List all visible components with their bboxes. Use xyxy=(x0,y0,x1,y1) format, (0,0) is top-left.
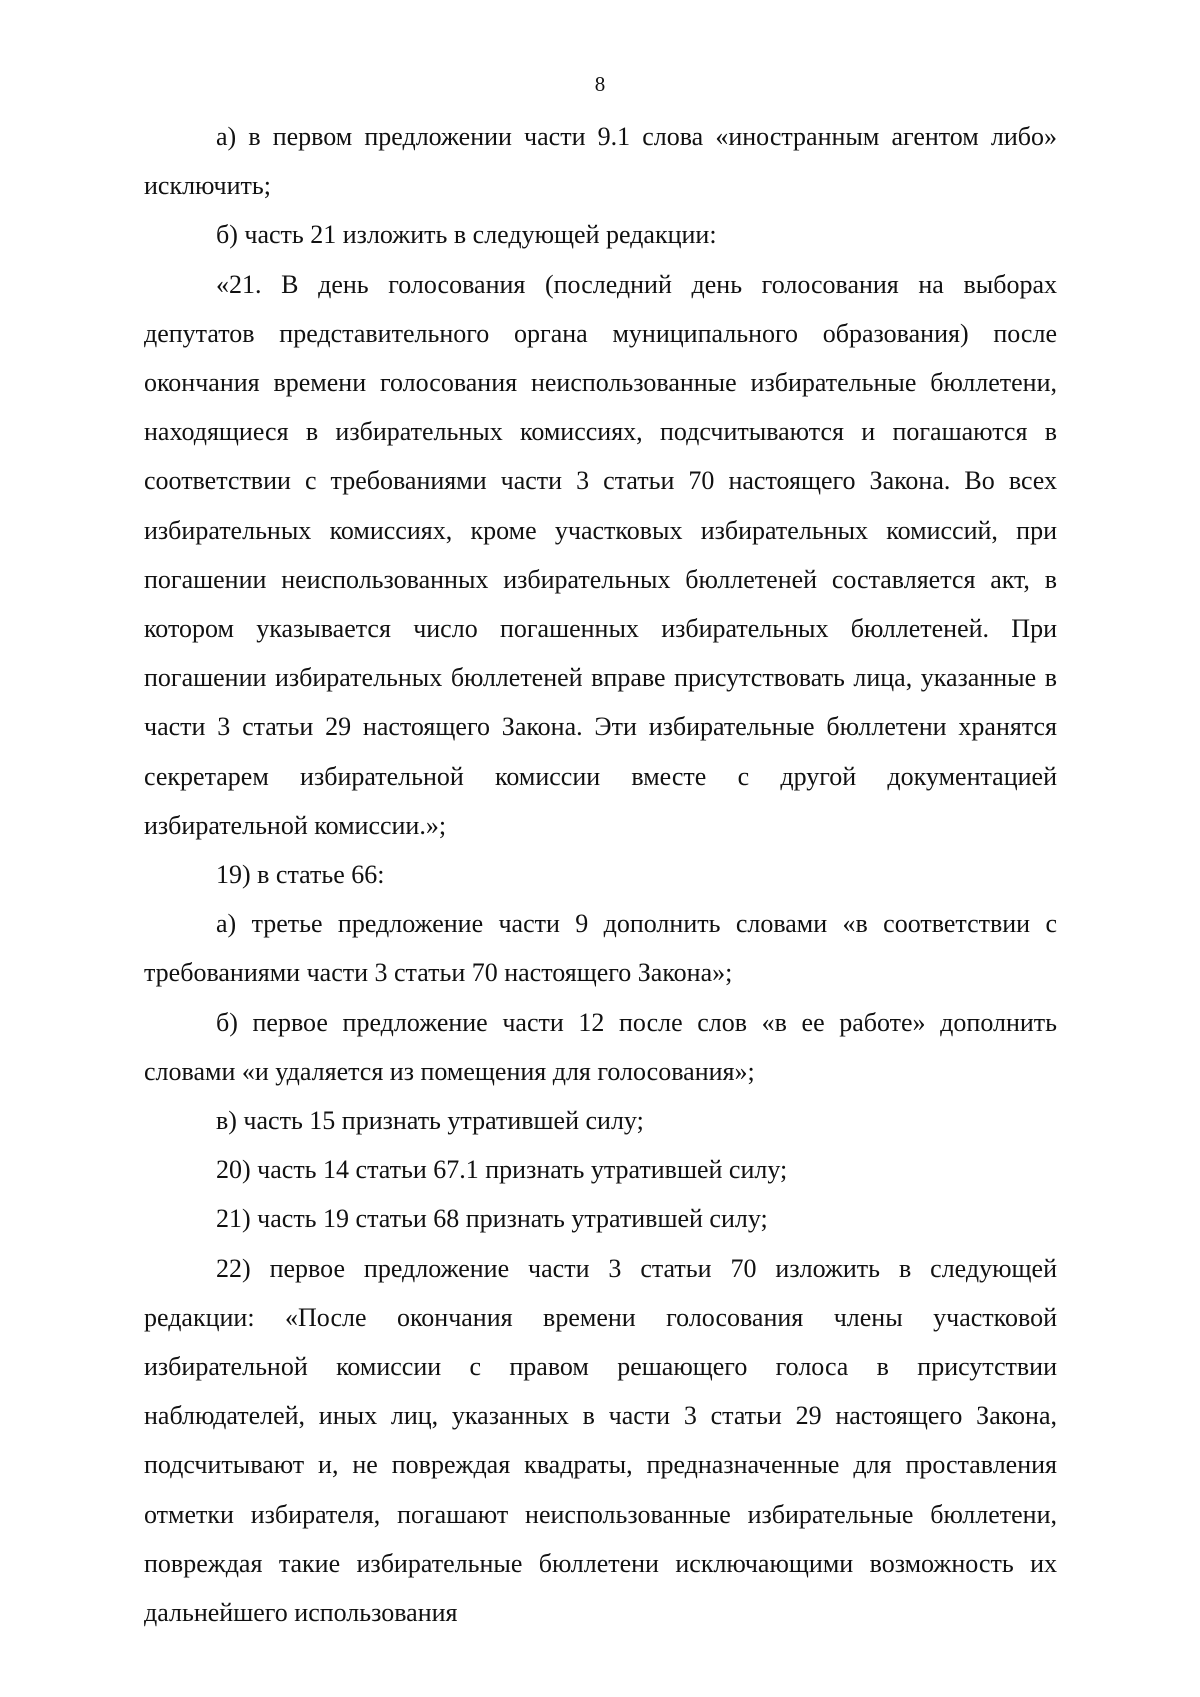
paragraph-part-21-intro: б) часть 21 изложить в следующей редакции: xyxy=(216,220,717,250)
paragraph-item-19-b: б) первое предложение части 12 после слов «в ее работе» дополнить словами «и удаляется из помещения для голосования»; xyxy=(144,1007,1057,1086)
paragraph-item-20: 20) часть 14 статьи 67.1 признать утратившей силу; xyxy=(216,1155,788,1185)
paragraph-part-21-text: «21. В день голосования (последний день голосования на выборах депутатов представительного органа муниципального образования) после окончания времени голосования неиспользованные избирательные бюллетени, находящиеся в избирательных комиссиях, подсчитываются и погашаются в соответствии с требованиями части 3 статьи 70 настоящего Закона. Во всех избирательных комиссиях, кроме участковых избирательных комиссий, при погашении неиспользованных избирательных бюллетеней составляется акт, в котором указывается число погашенных избирательных бюллетеней. При погашении избирательных бюллетеней вправе присутствовать лица, указанные в части 3 статьи 29 настоящего Закона. Эти избирательные бюллетени хранятся секретарем избирательной комиссии вместе с другой документацией избирательной комиссии.»; xyxy=(144,269,1057,840)
paragraph-item-22: 22) первое предложение части 3 статьи 70 изложить в следующей редакции: «После окончания времени голосования члены участковой избирательной комиссии с правом решающего голоса в присутствии наблюдателей, иных лиц, указанных в части 3 статьи 29 настоящего Закона, подсчитывают и, не повреждая квадраты, предназначенные для проставления отметки избирателя, погашают неиспользованные избирательные бюллетени, повреждая такие избирательные бюллетени исключающими возможность их дальнейшего использования xyxy=(144,1253,1057,1628)
paragraph-item-21: 21) часть 19 статьи 68 признать утратившей силу; xyxy=(216,1204,768,1234)
page-number: 8 xyxy=(594,72,606,96)
paragraph-item-19-a: а) третье предложение части 9 дополнить словами «в соответствии с требованиями части 3 статьи 70 настоящего Закона»; xyxy=(144,909,1057,988)
document-body xyxy=(144,112,1057,1637)
paragraph-item-19: 19) в статье 66: xyxy=(216,860,385,890)
paragraph-item-19-c: в) часть 15 признать утратившей силу; xyxy=(216,1106,644,1136)
paragraph-9-1-amendment: а) в первом предложении части 9.1 слова «иностранным агентом либо» исключить; xyxy=(144,122,1057,201)
